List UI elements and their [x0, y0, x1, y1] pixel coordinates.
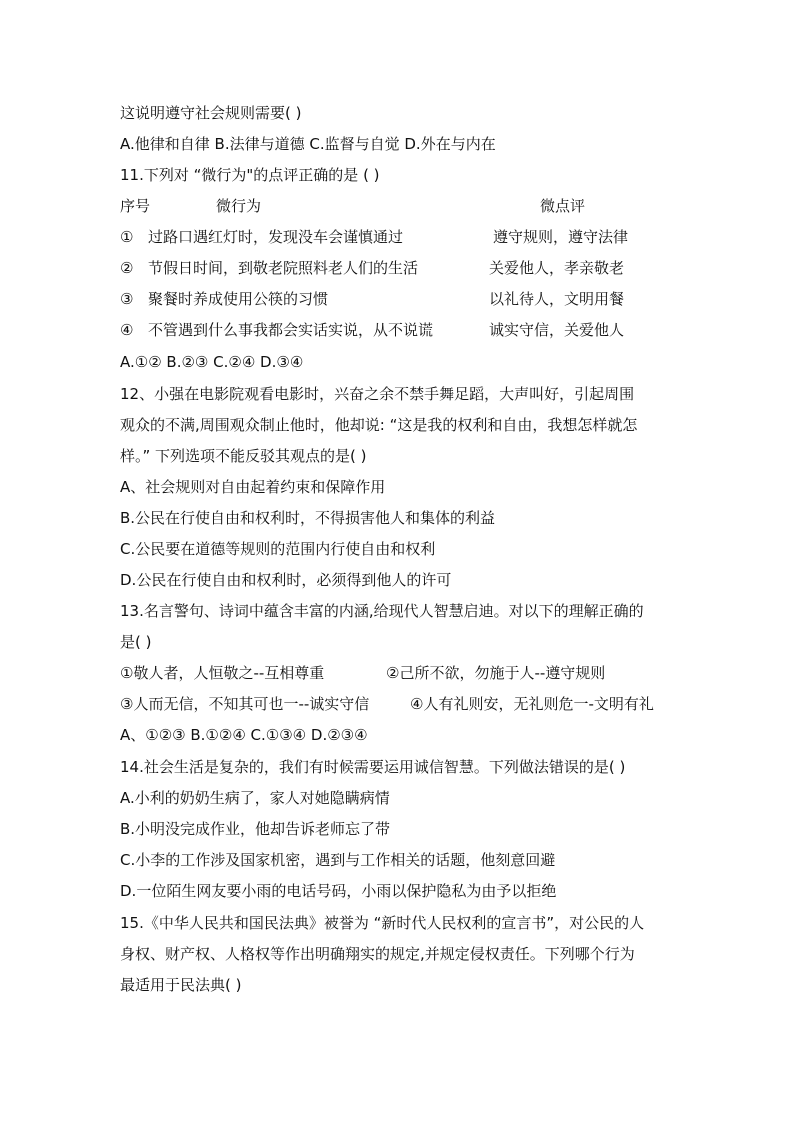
question-13-item-4: ④人有礼则安，无礼则危一-文明有礼: [410, 695, 654, 713]
row-behavior: 聚餐时养成使用公筷的习惯: [148, 290, 329, 308]
question-15-stem-line-2: 身权、财产权、人格权等作出明确翔实的规定,并规定侵权责任。下列哪个行为: [120, 945, 635, 963]
row-no: ③: [120, 290, 134, 308]
question-13-options: A、①②③ B.①②④ C.①③④ D.②③④: [120, 726, 368, 744]
header-no: 序号: [120, 197, 151, 215]
question-14-option-b: B.小明没完成作业，他却告诉老师忘了带: [120, 820, 391, 838]
question-15-stem-line-3: 最适用于民法典( ): [120, 976, 242, 994]
question-13-item-1: ①敬人者，人恒敬之--互相尊重: [120, 664, 325, 682]
question-13-stem-line-2: 是( ): [120, 633, 152, 651]
row-comment: 遵守规则，遵守法律: [493, 228, 629, 246]
row-comment: 以礼待人，文明用餐: [489, 290, 625, 308]
question-13-item-2: ②己所不欲，勿施于人--遵守规则: [386, 664, 606, 682]
question-12-option-a: A、社会规则对自由起着约束和保障作用: [120, 478, 386, 496]
row-comment: 诚实守信，关爱他人: [489, 321, 625, 339]
row-comment: 关爱他人，孝亲敬老: [489, 259, 625, 277]
row-no: ④: [120, 321, 134, 339]
question-10-options: A.他律和自律 B.法律与道德 C.监督与自觉 D.外在与内在: [120, 135, 496, 153]
row-no: ①: [120, 228, 134, 246]
question-12-option-c: C.公民要在道德等规则的范围内行使自由和权利: [120, 540, 436, 558]
question-14-option-d: D.一位陌生网友要小雨的电话号码，小雨以保护隐私为由予以拒绝: [120, 882, 557, 900]
question-15-stem-line-1: 15.《中华人民共和国民法典》被誉为 “新时代人民权利的宣言书”，对公民的人: [120, 914, 645, 932]
question-11-options: A.①② B.②③ C.②④ D.③④: [120, 353, 304, 371]
question-13-stem-line-1: 13.名言警句、诗词中蕴含丰富的内涵,给现代人智慧启迪。对以下的理解正确的: [120, 602, 644, 620]
header-behavior: 微行为: [216, 197, 262, 215]
row-behavior: 节假日时间，到敬老院照料老人们的生活: [148, 259, 419, 277]
question-12-stem-line-3: 样。” 下列选项不能反驳其观点的是( ): [120, 447, 367, 465]
question-11-stem: 11.下列对 “微行为"的点评正确的是 ( ): [120, 166, 380, 184]
row-behavior: 不管遇到什么事我都会实话实说，从不说谎: [148, 321, 434, 339]
question-10-stem-end: 这说明遵守社会规则需要( ): [120, 104, 302, 122]
question-14-stem: 14.社会生活是复杂的，我们有时候需要运用诚信智慧。下列做法错误的是( ): [120, 758, 626, 776]
header-comment: 微点评: [540, 197, 586, 215]
question-12-stem-line-2: 观众的不满,周围观众制止他时，他却说: “这是我的权利和自由，我想怎样就怎: [120, 416, 638, 434]
question-12-option-b: B.公民在行使自由和权利时，不得损害他人和集体的利益: [120, 509, 496, 527]
question-13-item-3: ③人而无信，不知其可也一--诚实守信: [120, 695, 370, 713]
question-14-option-c: C.小李的工作涉及国家机密，遇到与工作相关的话题，他刻意回避: [120, 851, 556, 869]
question-14-option-a: A.小利的奶奶生病了，家人对她隐瞒病情: [120, 789, 390, 807]
row-behavior: 过路口遇红灯时，发现没车会谨慎通过: [148, 228, 404, 246]
question-12-stem-line-1: 12、小强在电影院观看电影时，兴奋之余不禁手舞足蹈，大声叫好，引起周围: [120, 385, 635, 403]
question-12-option-d: D.公民在行使自由和权利时，必须得到他人的许可: [120, 571, 452, 589]
row-no: ②: [120, 259, 134, 277]
